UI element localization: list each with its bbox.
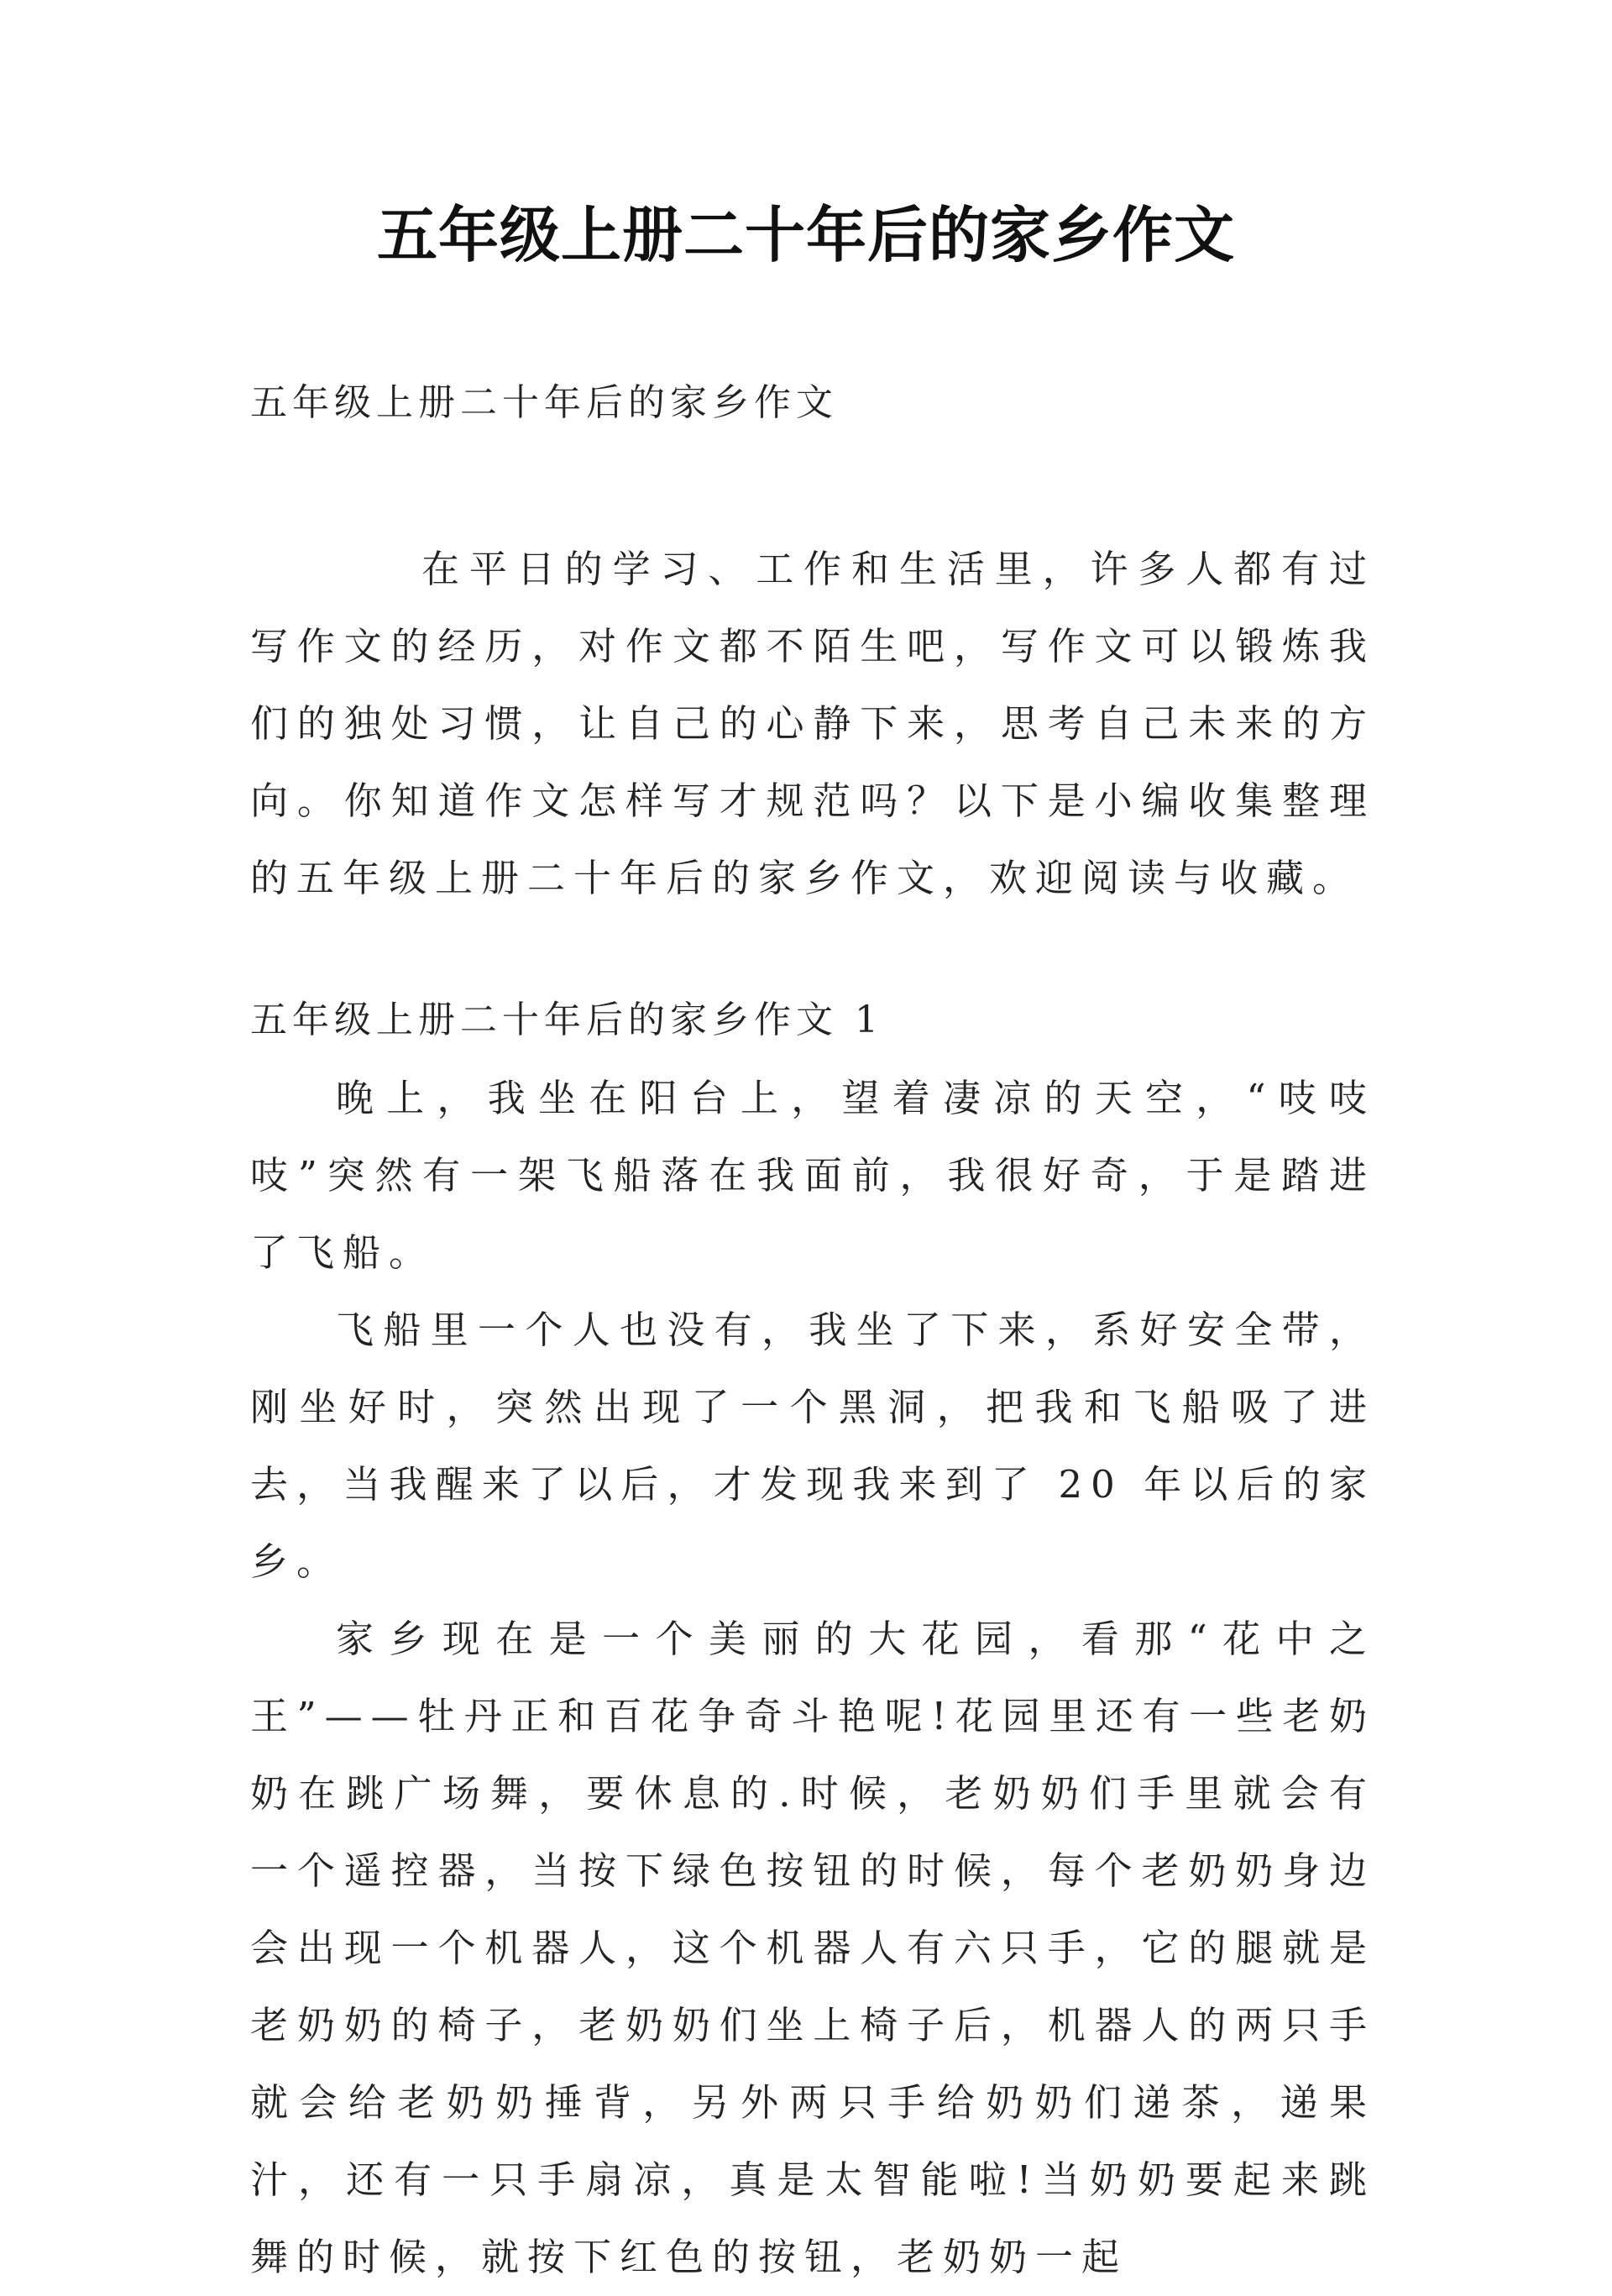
section-heading: 五年级上册二十年后的家乡作文 1 xyxy=(250,999,883,1041)
document-title: 五年级上册二十年后的家乡作文 xyxy=(376,199,1235,270)
essay-paragraph: 家乡现在是一个美丽的大花园，看那“花中之王”——牡丹正和百花争奇斗艳呢!花园里还有一些老奶奶在跳广场舞，要休息的.时候，老奶奶们手里就会有一个遥控器，当按下绿色按钮的时候，每个老奶奶身边会出现一个机器人，这个机器人有六只手，它的腿就是老奶奶的椅子，老奶奶们坐上椅子后，机器人的两只手就会给老奶奶捶背，另外两只手给奶奶们递茶，递果汁，还有一只手扇凉，真是太智能啦!当奶奶要起来跳舞的时候，就按下红色的按钮，老奶奶一起 xyxy=(250,1617,1375,2279)
document-subtitle: 五年级上册二十年后的家乡作文 xyxy=(250,381,838,424)
essay-paragraph: 晚上，我坐在阳台上，望着凄凉的天空，“吱吱吱”突然有一架飞船落在我面前，我很好奇，于是踏进了飞船。 xyxy=(250,1076,1375,1275)
essay-paragraph: 飞船里一个人也没有，我坐了下来，系好安全带，刚坐好时，突然出现了一个黑洞，把我和飞船吸了进去，当我醒来了以后，才发现我来到了 20 年以后的家乡。 xyxy=(250,1308,1375,1584)
essay-body xyxy=(250,1060,1375,2296)
intro-paragraph: 在平日的学习、工作和生活里，许多人都有过写作文的经历，对作文都不陌生吧，写作文可以锻炼我们的独处习惯，让自己的心静下来，思考自己未来的方向。你知道作文怎样写才规范吗？以下是小编收集整理的五年级上册二十年后的家乡作文，欢迎阅读与收藏。 xyxy=(250,547,1375,900)
